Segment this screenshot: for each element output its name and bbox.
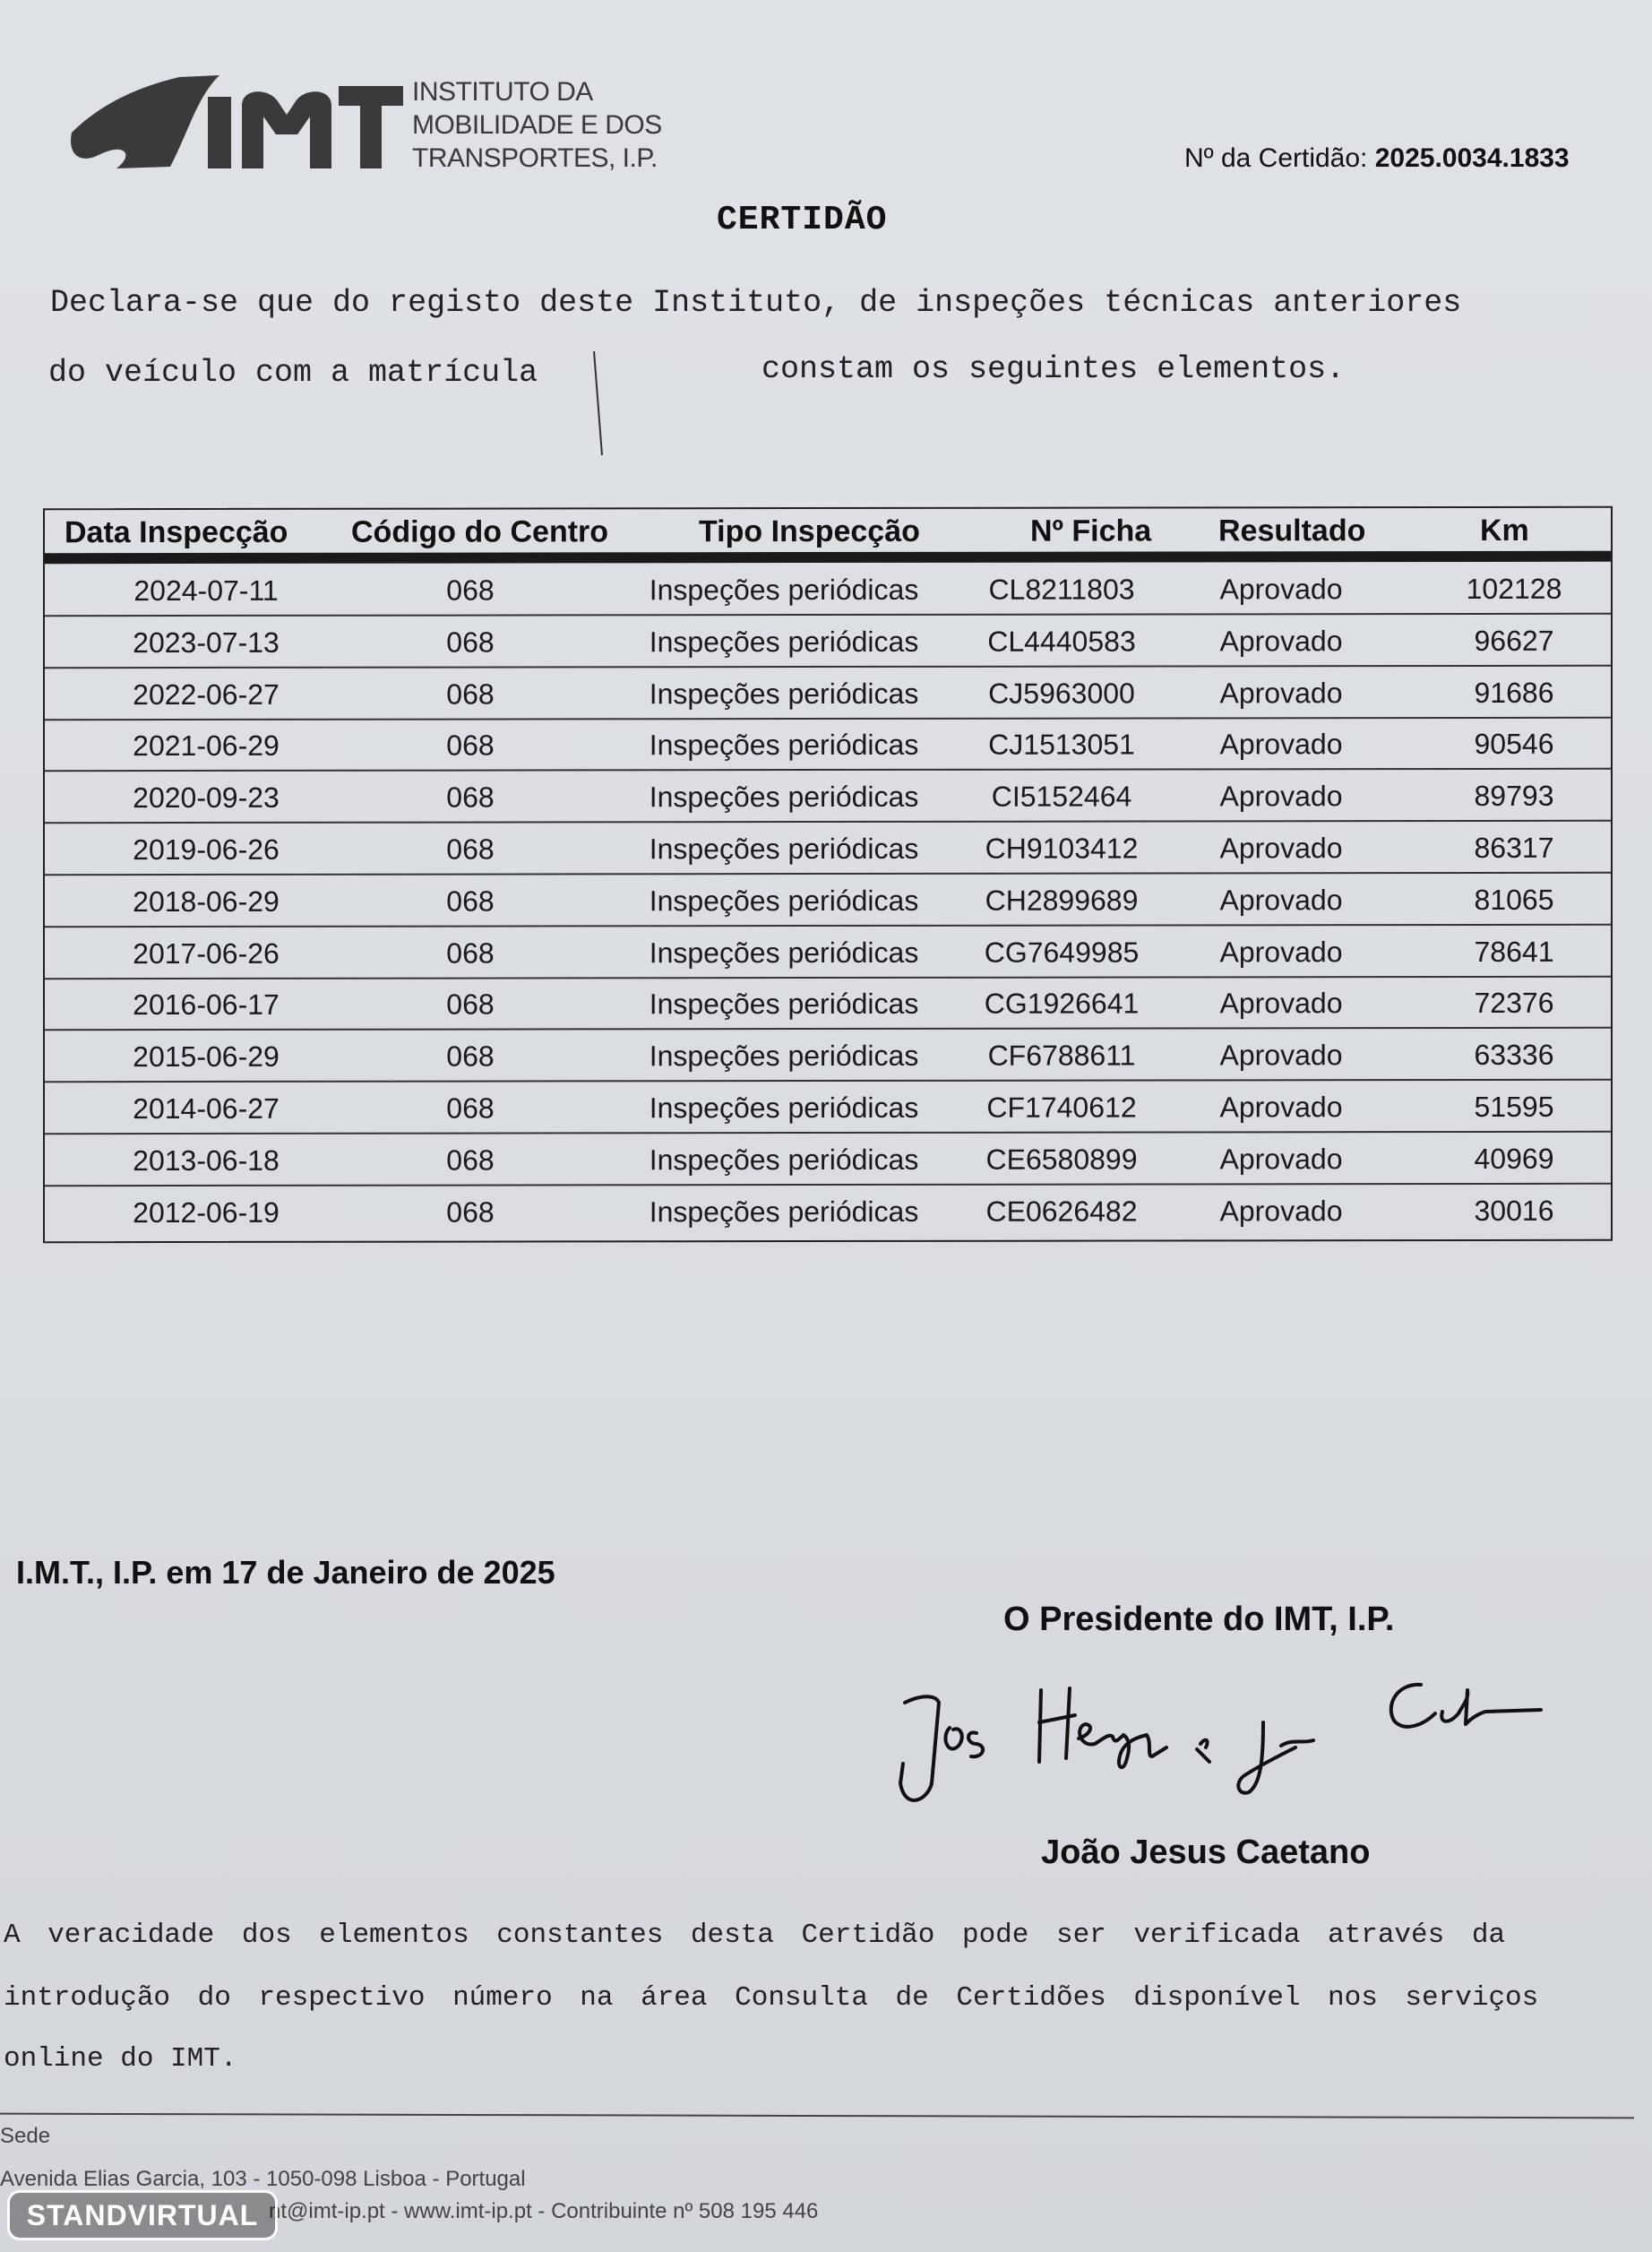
institute-name <box>412 75 662 175</box>
cell-center-code: 068 <box>446 936 495 970</box>
cell-date: 2022-06-27 <box>133 677 280 711</box>
issue-date-line: I.M.T., I.P. em 17 de Janeiro de 2025 <box>16 1554 555 1591</box>
institute-name-line: MOBILIDADE E DOS <box>412 110 662 140</box>
cell-date: 2018-06-29 <box>133 884 280 918</box>
table-row <box>45 1132 1611 1186</box>
table-row <box>45 1183 1611 1236</box>
declaration-line-2b: constam os seguintes elementos. <box>761 351 1346 387</box>
cell-center-code: 068 <box>446 1195 495 1229</box>
cell-date: 2013-06-18 <box>133 1143 280 1177</box>
footer-divider <box>0 2113 1634 2119</box>
certificate-number-value: 2025.0034.1833 <box>1374 143 1570 173</box>
cell-center-code: 068 <box>446 729 495 762</box>
cell-inspection-type: Inspeções periódicas <box>649 1091 919 1125</box>
column-header: Km <box>1480 513 1529 548</box>
cell-inspection-type: Inspeções periódicas <box>649 573 919 607</box>
cell-sheet-number: CE0626482 <box>985 1195 1138 1228</box>
cell-result: Aprovado <box>1219 676 1343 709</box>
cell-date: 2012-06-19 <box>133 1195 280 1229</box>
cell-km: 96627 <box>1474 624 1554 657</box>
institute-name-line: INSTITUTO DA <box>412 77 593 107</box>
cell-km: 30016 <box>1474 1194 1554 1227</box>
cell-km: 63336 <box>1474 1039 1554 1072</box>
document-title: CERTIDÃO <box>717 201 888 239</box>
cell-center-code: 068 <box>446 988 495 1021</box>
cell-result: Aprovado <box>1219 1194 1343 1227</box>
table-header <box>45 508 1611 562</box>
imt-logo <box>63 70 403 177</box>
table-row <box>45 873 1611 928</box>
watermark-logo: STANDVIRTUAL <box>7 2190 278 2240</box>
verification-line: introdução do respectivo número na área Consulta de Certidões disponível nos serviços <box>4 1982 1539 2014</box>
cell-km: 40969 <box>1474 1142 1554 1175</box>
certificate-number-label: Nº da Certidão: <box>1184 143 1368 173</box>
cell-inspection-type: Inspeções periódicas <box>649 884 919 918</box>
institute-name-line: TRANSPORTES, I.P. <box>412 143 658 173</box>
column-header: Resultado <box>1218 513 1366 548</box>
cell-sheet-number: CH9103412 <box>985 832 1139 865</box>
cell-result: Aprovado <box>1219 832 1343 865</box>
cell-sheet-number: CJ1513051 <box>988 728 1135 762</box>
cell-result: Aprovado <box>1219 780 1343 813</box>
cell-center-code: 068 <box>446 884 495 918</box>
cell-sheet-number: CF6788611 <box>987 1039 1136 1072</box>
table-row <box>45 1080 1611 1135</box>
president-title: O Presidente do IMT, I.P. <box>1003 1601 1395 1638</box>
cell-center-code: 068 <box>446 833 495 866</box>
cell-center-code: 068 <box>446 1143 495 1177</box>
cell-inspection-type: Inspeções periódicas <box>649 1195 919 1228</box>
table-row <box>45 665 1611 720</box>
cell-inspection-type: Inspeções periódicas <box>649 677 919 710</box>
cell-sheet-number: CE6580899 <box>985 1143 1138 1176</box>
cell-center-code: 068 <box>446 574 495 607</box>
table-row <box>45 562 1611 617</box>
cell-center-code: 068 <box>446 1040 495 1073</box>
cell-result: Aprovado <box>1219 1091 1343 1124</box>
signer-name: João Jesus Caetano <box>1041 1834 1371 1871</box>
cell-sheet-number: CF1740612 <box>986 1091 1137 1124</box>
declaration-line-2a: do veículo com a matrícula <box>48 355 538 391</box>
cell-inspection-type: Inspeções periódicas <box>649 988 919 1021</box>
cell-date: 2017-06-26 <box>133 936 280 970</box>
cell-date: 2014-06-27 <box>133 1091 280 1126</box>
verification-line: A veracidade dos elementos constantes desta Certidão pode ser verificada através da <box>4 1920 1506 1951</box>
cell-result: Aprovado <box>1219 935 1343 968</box>
cell-km: 51595 <box>1474 1090 1554 1123</box>
cell-date: 2016-06-17 <box>133 988 280 1022</box>
cell-inspection-type: Inspeções periódicas <box>649 1040 919 1073</box>
cell-result: Aprovado <box>1219 1142 1343 1176</box>
redaction-mark <box>591 349 604 457</box>
cell-km: 86317 <box>1474 831 1554 864</box>
cell-sheet-number: CJ5963000 <box>988 677 1135 710</box>
cell-km: 72376 <box>1474 987 1554 1020</box>
cell-sheet-number: CH2899689 <box>985 884 1139 917</box>
cell-sheet-number: CL8211803 <box>988 573 1135 606</box>
cell-result: Aprovado <box>1219 883 1343 917</box>
cell-km: 90546 <box>1474 728 1554 761</box>
cell-date: 2019-06-26 <box>133 833 280 867</box>
column-header: Nº Ficha <box>1030 513 1152 548</box>
table-row <box>45 1028 1611 1083</box>
cell-inspection-type: Inspeções periódicas <box>649 625 919 659</box>
column-header: Data Inspecção <box>65 514 288 550</box>
footer-label: Sede <box>0 2124 51 2148</box>
cell-date: 2024-07-11 <box>133 574 279 608</box>
footer-contacts: nt@imt-ip.pt - www.imt-ip.pt - Contribuinte nº 508 195 446 <box>269 2199 819 2223</box>
cell-date: 2020-09-23 <box>133 781 280 815</box>
table-row <box>45 976 1611 1031</box>
cell-date: 2021-06-29 <box>133 729 280 763</box>
cell-center-code: 068 <box>446 1091 495 1125</box>
cell-result: Aprovado <box>1219 1039 1343 1072</box>
cell-km: 78641 <box>1474 935 1554 968</box>
table-row <box>45 717 1611 772</box>
handwritten-signature <box>887 1658 1550 1819</box>
cell-center-code: 068 <box>446 626 495 659</box>
table-row <box>45 924 1611 979</box>
certificate-number <box>1184 143 1570 174</box>
cell-result: Aprovado <box>1219 624 1343 658</box>
table-row <box>45 821 1611 876</box>
cell-inspection-type: Inspeções periódicas <box>649 781 919 814</box>
cell-inspection-type: Inspeções periódicas <box>649 1143 919 1177</box>
verification-line: online do IMT. <box>4 2043 237 2075</box>
cell-result: Aprovado <box>1219 987 1343 1020</box>
cell-km: 102128 <box>1466 572 1562 606</box>
inspection-table <box>43 506 1613 1243</box>
table-row <box>45 614 1611 669</box>
cell-result: Aprovado <box>1219 728 1343 761</box>
declaration-line-1: Declara-se que do registo deste Instituto, de inspeções técnicas anteriores <box>50 285 1462 321</box>
cell-sheet-number: CL4440583 <box>987 625 1136 658</box>
cell-sheet-number: CG1926641 <box>984 987 1140 1021</box>
footer-address: Avenida Elias Garcia, 103 - 1050-098 Lisboa - Portugal <box>0 2167 526 2191</box>
cell-date: 2023-07-13 <box>133 626 280 659</box>
column-header: Código do Centro <box>351 514 609 549</box>
cell-inspection-type: Inspeções periódicas <box>649 729 919 762</box>
cell-sheet-number: CI5152464 <box>991 780 1132 813</box>
cell-km: 91686 <box>1474 676 1554 709</box>
column-header: Tipo Inspecção <box>699 513 920 549</box>
cell-km: 89793 <box>1474 780 1554 813</box>
cell-result: Aprovado <box>1219 573 1343 606</box>
cell-center-code: 068 <box>446 781 495 814</box>
table-row <box>45 769 1611 824</box>
cell-date: 2015-06-29 <box>133 1040 280 1074</box>
cell-inspection-type: Inspeções periódicas <box>649 832 919 866</box>
cell-sheet-number: CG7649985 <box>984 936 1140 969</box>
cell-center-code: 068 <box>446 677 495 711</box>
cell-km: 81065 <box>1474 883 1554 916</box>
cell-inspection-type: Inspeções periódicas <box>649 936 919 969</box>
